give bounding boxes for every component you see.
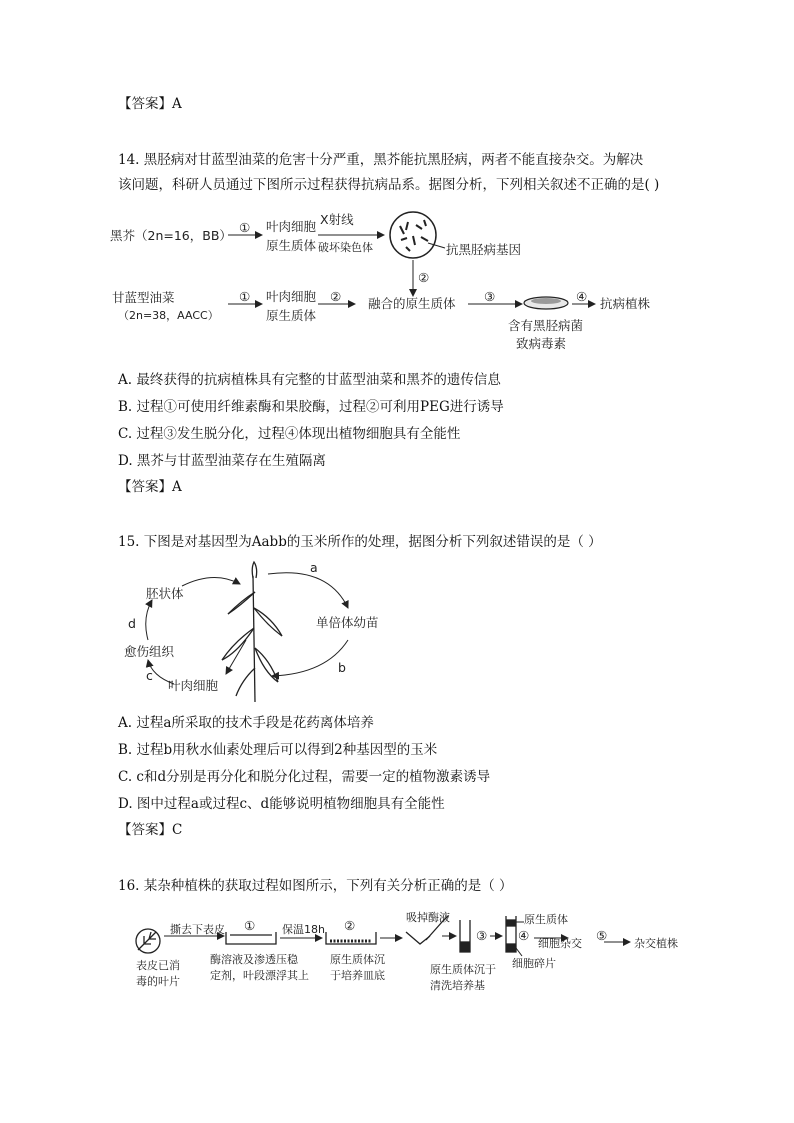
q15-option-c: C. c和d分别是再分化和脱分化过程，需要一定的植物激素诱导 bbox=[118, 769, 491, 785]
step-2-bottom: ② bbox=[330, 289, 342, 304]
q16-stem: 16. 某杂种植株的获取过程如图所示，下列有关分析正确的是（ ） bbox=[118, 878, 513, 894]
process-a-label: a bbox=[310, 560, 318, 575]
q14-option-b: B. 过程①可使用纤维素酶和果胶酶，过程②可利用PEG进行诱导 bbox=[118, 399, 504, 415]
hybrid-label: 杂交植株 bbox=[634, 937, 678, 950]
peel-label: 撕去下表皮 bbox=[170, 923, 225, 936]
step-1-top: ① bbox=[239, 220, 251, 235]
q15-diagram-arrows bbox=[110, 556, 430, 706]
broken-chromosome-cell bbox=[390, 212, 436, 258]
q14-diagram bbox=[110, 208, 690, 360]
leaf-caption-b: 毒的叶片 bbox=[136, 975, 180, 988]
step-4: ④ bbox=[576, 289, 588, 304]
wash-caption-a: 原生质体沉于 bbox=[430, 963, 496, 976]
callus-label: 愈伤组织 bbox=[124, 644, 175, 659]
process-b-label: b bbox=[338, 660, 346, 675]
protoplast-bottom-b: 原生质体 bbox=[266, 308, 317, 323]
maize-plant-icon bbox=[222, 562, 282, 702]
protoplast-label: 原生质体 bbox=[524, 913, 568, 926]
debris-caption: 细胞碎片 bbox=[512, 957, 556, 970]
q15-diagram bbox=[110, 556, 430, 706]
protoplast-top-a: 叶肉细胞 bbox=[266, 219, 317, 234]
process-c-label: c bbox=[146, 668, 153, 683]
sink-caption-b: 于培养皿底 bbox=[330, 969, 385, 982]
step-3: ③ bbox=[484, 289, 496, 304]
step-2-vertical: ② bbox=[418, 270, 430, 285]
sink-caption-a: 原生质体沉 bbox=[330, 953, 385, 966]
wash-caption-b: 清洗培养基 bbox=[430, 979, 485, 992]
step-1: ① bbox=[244, 918, 256, 933]
xray-label: X射线 bbox=[320, 212, 354, 227]
q15-answer: 【答案】C bbox=[118, 822, 183, 838]
q14-option-a: A. 最终获得的抗病植株具有完整的甘蓝型油菜和黑芥的遗传信息 bbox=[118, 372, 501, 388]
q15-option-b: B. 过程b用秋水仙素处理后可以得到2种基因型的玉米 bbox=[118, 742, 438, 758]
q14-stem-line2: 该问题，科研人员通过下图所示过程获得抗病品系。据图分析，下列相关叙述不正确的是( ) bbox=[118, 177, 660, 193]
wash-tube-icon bbox=[460, 920, 470, 952]
q16-diagram bbox=[130, 908, 710, 998]
step-3: ③ bbox=[476, 928, 488, 943]
step-5: ⑤ bbox=[596, 928, 608, 943]
resist-gene-label: 抗黑胫病基因 bbox=[446, 242, 522, 257]
leaf-caption-a: 表皮已消 bbox=[136, 959, 180, 972]
break-chrom-label: 破坏染色体 bbox=[318, 241, 373, 254]
q14-stem-line1: 14. 黑胫病对甘蓝型油菜的危害十分严重，黑芥能抗黑胫病，两者不能直接杂交。为解决 bbox=[118, 152, 644, 168]
centrifuge-tube-icon bbox=[506, 916, 516, 952]
fused-protoplast-label: 融合的原生质体 bbox=[368, 296, 456, 311]
warm-label: 保温18h bbox=[282, 923, 325, 936]
q15-option-a: A. 过程a所采取的技术手段是花药离体培养 bbox=[118, 715, 374, 731]
ganlan-label: 甘蓝型油菜 bbox=[112, 290, 175, 305]
q14-option-d: D. 黑芥与甘蓝型油菜存在生殖隔离 bbox=[118, 453, 326, 469]
toxin-label-b: 致病毒素 bbox=[516, 336, 567, 351]
q15-stem: 15. 下图是对基因型为Aabb的玉米所作的处理，据图分析下列叙述错误的是（ ） bbox=[118, 534, 602, 550]
resist-plant-label: 抗病植株 bbox=[600, 296, 651, 311]
fusion-label: 细胞杂交 bbox=[538, 937, 582, 950]
step-1-bottom: ① bbox=[239, 289, 251, 304]
leaf-cell-label: 叶肉细胞 bbox=[168, 678, 219, 693]
enzyme-caption-a: 酶溶液及渗透压稳 bbox=[210, 953, 298, 966]
toxin-label-a: 含有黑胫病菌 bbox=[508, 318, 584, 333]
protoplast-top-b: 原生质体 bbox=[266, 238, 317, 253]
ganlan-chrom-label: （2n=38，AACC） bbox=[118, 309, 219, 322]
embryoid-label: 胚状体 bbox=[146, 586, 184, 601]
enzyme-caption-b: 定剂，叶段漂浮其上 bbox=[210, 969, 309, 982]
process-d-label: d bbox=[128, 616, 136, 631]
protoplast-bottom-a: 叶肉细胞 bbox=[266, 289, 317, 304]
step-2: ② bbox=[344, 918, 356, 933]
q15-option-d: D. 图中过程a或过程c、d能够说明植物细胞具有全能性 bbox=[118, 796, 445, 812]
haploid-label: 单倍体幼苗 bbox=[316, 615, 379, 630]
q14-option-c: C. 过程③发生脱分化，过程④体现出植物细胞具有全能性 bbox=[118, 426, 461, 442]
step-4: ④ bbox=[518, 928, 530, 943]
suck-label: 吸掉酶液 bbox=[406, 911, 450, 924]
heijie-label: 黑芥（2n=16，BB） bbox=[110, 228, 232, 243]
answer-q13: 【答案】A bbox=[118, 96, 182, 112]
q14-answer: 【答案】A bbox=[118, 479, 182, 495]
leaf-icon bbox=[136, 929, 160, 953]
